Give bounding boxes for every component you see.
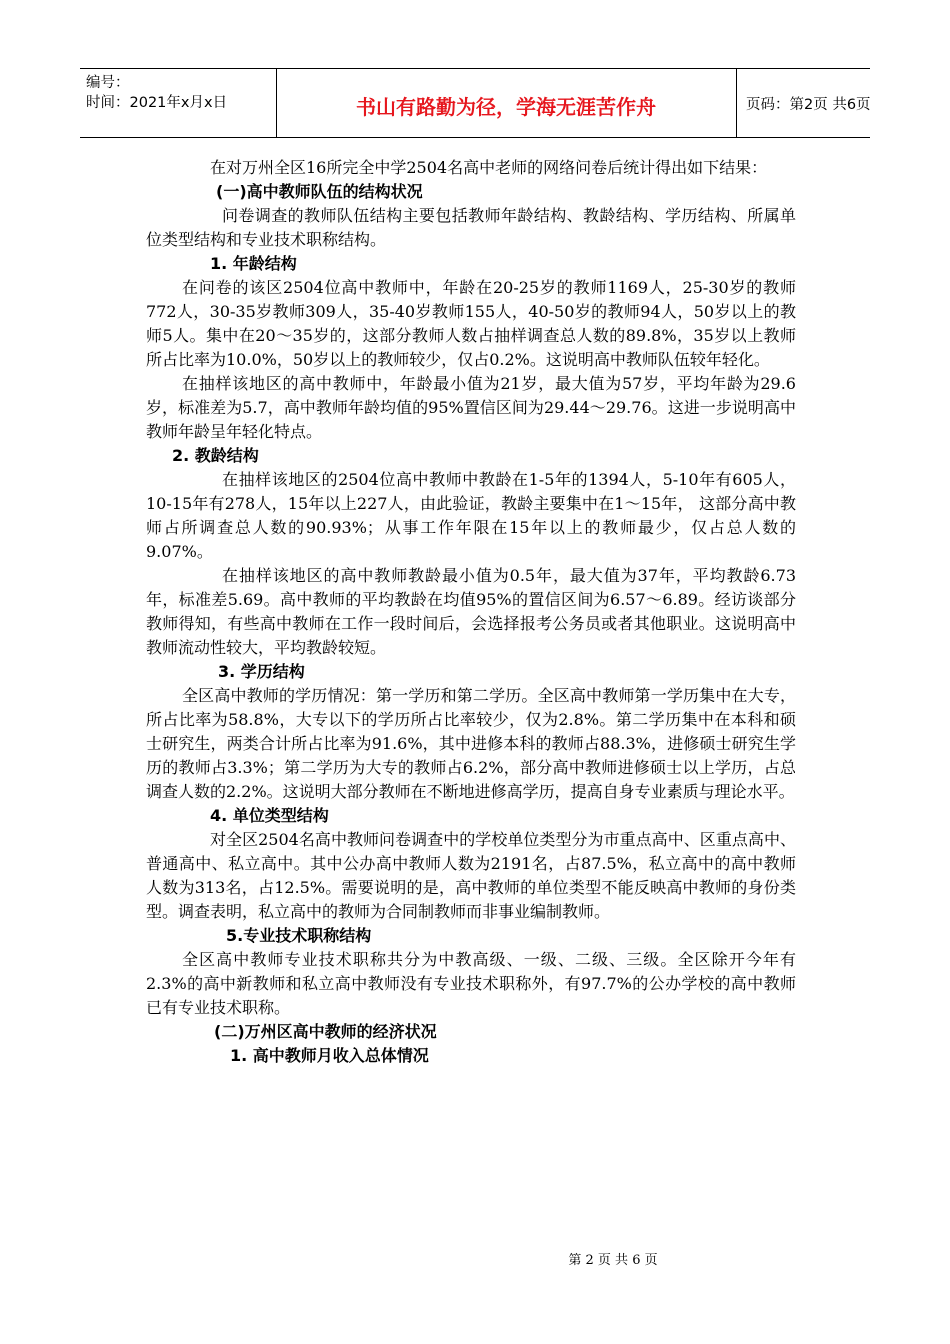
age-structure-heading: 1. 年龄结构 [210,254,297,273]
tenure-paragraph-1: 在抽样该地区的2504位高中教师中教龄在1-5年的1394人，5-10年有605人，10-15年有278人，15年以上227人，由此验证，教龄主要集中在1～15年， 这部分高中教师占所调查总人数的90.93%；从事工作年限在15年以上的教师最少，仅占总人数的9.07%。 [146,470,796,561]
page-footer [0,1249,950,1268]
section1-intro: 问卷调查的教师队伍结构主要包括教师年龄结构、教龄结构、学历结构、所属单位类型结构和专业技术职称结构。 [146,206,796,249]
unit-type-paragraph-1: 对全区2504名高中教师问卷调查中的学校单位类型分为市重点高中、区重点高中、普通高中、私立高中。其中公办高中教师人数为2191名，占87.5%，私立高中的高中教师人数为313名，占12.5%。需要说明的是，高中教师的单位类型不能反映高中教师的身份类型。调查表明，私立高中的教师为合同制教师而非事业编制教师。 [146,830,796,921]
age-paragraph-2: 在抽样该地区的高中教师中，年龄最小值为21岁，最大值为57岁，平均年龄为29.6岁，标准差为5.7，高中教师年龄均值的95%置信区间为29.44～29.76。这进一步说明高中教师年龄呈年轻化特点。 [146,374,796,441]
tenure-structure-heading: 2. 教龄结构 [172,446,259,465]
header-divider-left [276,69,277,137]
document-number: 编号： [86,75,130,91]
section2-heading: (二)万州区高中教师的经济状况 [214,1022,437,1041]
header-divider-right [736,69,737,137]
unit-type-heading: 4. 单位类型结构 [210,806,329,825]
age-paragraph-1: 在问卷的该区2504位高中教师中，年龄在20-25岁的教师1169人，25-30岁的教师772人，30-35岁教师309人，35-40岁教师155人，40-50岁的教师94人，50岁以上的教师5人。集中在20～35岁的，这部分教师人数占抽样调查总人数的89.8%，35岁以上教师所占比率为10.0%，50岁以上的教师较少，仅占0.2%。这说明高中教师队伍较年轻化。 [146,278,796,369]
income-heading: 1. 高中教师月收入总体情况 [230,1046,429,1065]
header-motto: 书山有路勤为径，学海无涯苦作舟 [356,95,656,119]
education-structure-heading: 3. 学历结构 [218,662,305,681]
education-paragraph-1: 全区高中教师的学历情况：第一学历和第二学历。全区高中教师第一学历集中在大专，所占比率为58.8%，大专以下的学历所占比率较少，仅为2.8%。第二学历集中在本科和硕士研究生，两类合计所占比率为91.6%，其中进修本科的教师占88.3%，进修硕士研究生学历的教师占3.3%；第二学历为大专的教师占6.2%，部分高中教师进修硕士以上学历，占总调查人数的2.2%。这说明大部分教师在不断地进修高学历，提高自身专业素质与理论水平。 [146,686,796,801]
document-body [146,156,796,1068]
professional-title-paragraph-1: 全区高中教师专业技术职称共分为中教高级、一级、二级、三级。全区除开今年有2.3%的高中新教师和私立高中教师没有专业技术职称外，有97.7%的公办学校的高中教师已有专业技术职称。 [146,950,796,1017]
footer-page-number: 第 2 页 共 6 页 [568,1253,658,1268]
section1-heading: (一)高中教师队伍的结构状况 [216,182,423,201]
intro-paragraph: 在对万州全区16所完全中学2504名高中老师的网络问卷后统计得出如下结果： [210,158,768,177]
header-meta [86,73,274,113]
page-header [80,68,870,138]
header-page-number: 页码：第2页 共6页 [746,97,871,113]
professional-title-heading: 5.专业技术职称结构 [226,926,372,945]
tenure-paragraph-2: 在抽样该地区的高中教师教龄最小值为0.5年，最大值为37年，平均教龄6.73年，标准差5.69。高中教师的平均教龄在均值95%的置信区间为6.57～6.89。经访谈部分教师得知，有些高中教师在工作一段时间后，会选择报考公务员或者其他职业。这说明高中教师流动性较大，平均教龄较短。 [146,566,796,657]
document-date: 时间：2021年x月x日 [86,95,228,111]
